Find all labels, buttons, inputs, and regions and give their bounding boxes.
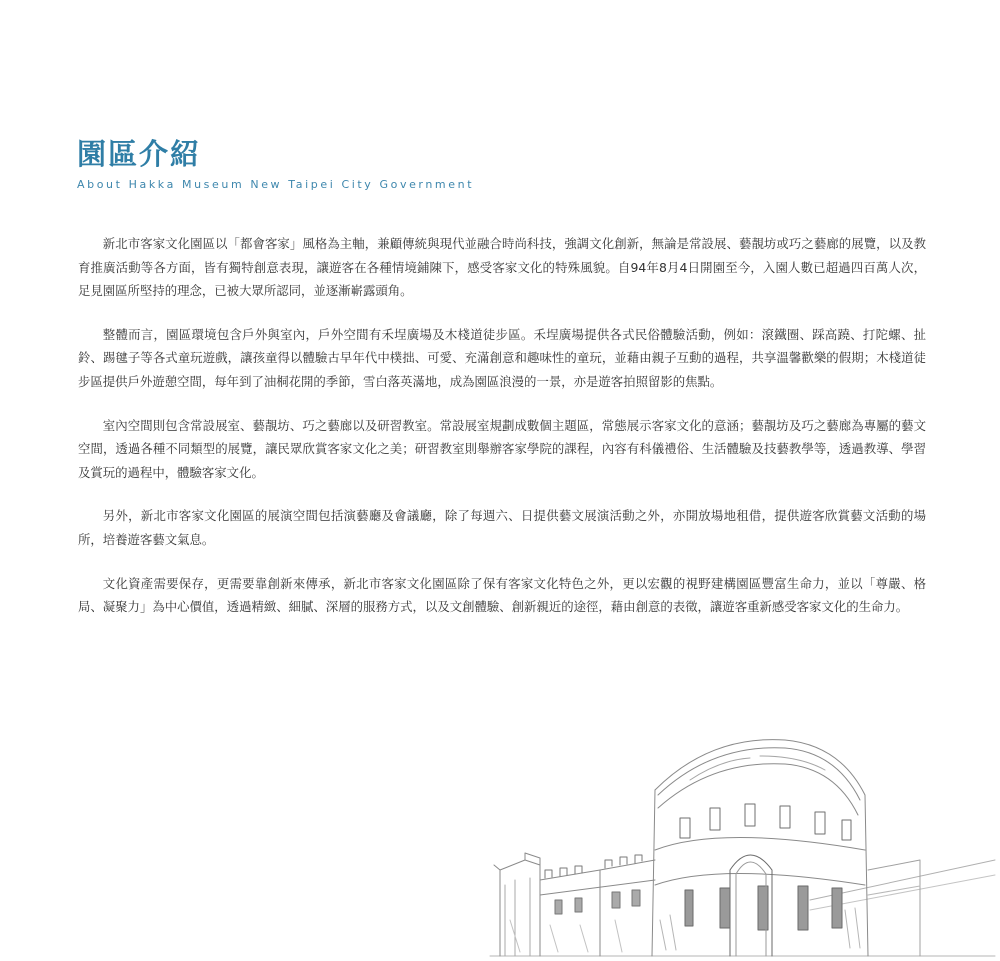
paragraph-indoor-space: 室內空間則包含常設展室、藝靚坊、巧之藝廊以及研習教室。常設展室規劃成數個主題區，常態展示客家文化的意涵；藝靚坊及巧之藝廊為專屬的藝文空間，透過各種不同類型的展覽，讓民眾欣賞客家文化之美；研習教室則舉辦客家學院的課程，內容有科儀禮俗、生活體驗及技藝教學等，透過教導、學習及賞玩的過程中，體驗客家文化。 [78,417,926,480]
intro-body [78,232,926,639]
page-header [77,135,474,192]
paragraph-overview: 新北市客家文化園區以「都會客家」風格為主軸，兼顧傳統與現代並融合時尚科技，強調文化創新，無論是常設展、藝靚坊或巧之藝廊的展覽，以及教育推廣活動等各方面，皆有獨特創意表現，讓遊客在各種情境鋪陳下，感受客家文化的特殊風貌。自94年8月4日開園至今，入園人數已超過四百萬人次，足見園區所堅持的理念，已被大眾所認同，並逐漸嶄露頭角。 [78,236,926,299]
paragraph-heritage: 文化資產需要保存，更需要靠創新來傳承，新北市客家文化園區除了保有客家文化特色之外，更以宏觀的視野建構園區豐富生命力，並以「尊嚴、格局、凝聚力」為中心價值，透過精緻、細膩、深層的服務方式，以及文創體驗、創新親近的途徑，藉由創意的表徵，讓遊客重新感受客家文化的生命力。 [78,575,926,615]
page-title: 園區介紹 [77,137,202,171]
paragraph-performance-space: 另外，新北市客家文化園區的展演空間包括演藝廳及會議廳，除了每週六、日提供藝文展演活動之外，亦開放場地租借，提供遊客欣賞藝文活動的場所，培養遊客藝文氣息。 [78,508,926,547]
building-sketch-illustration [480,720,1000,961]
page-subtitle: About Hakka Museum New Taipei City Government [77,178,475,191]
paragraph-environment: 整體而言，園區環境包含戶外與室內，戶外空間有禾埕廣場及木棧道徒步區。禾埕廣場提供各式民俗體驗活動，例如：滾鐵圈、踩高蹺、打陀螺、扯鈴、踢毽子等各式童玩遊戲，讓孩童得以體驗古早年代中樸拙、可愛、充滿創意和趣味性的童玩，並藉由親子互動的過程，共享溫馨歡樂的假期；木棧道徒步區提供戶外遊憩空間，每年到了油桐花開的季節，雪白落英滿地，成為園區浪漫的一景，亦是遊客拍照留影的焦點。 [78,326,926,389]
